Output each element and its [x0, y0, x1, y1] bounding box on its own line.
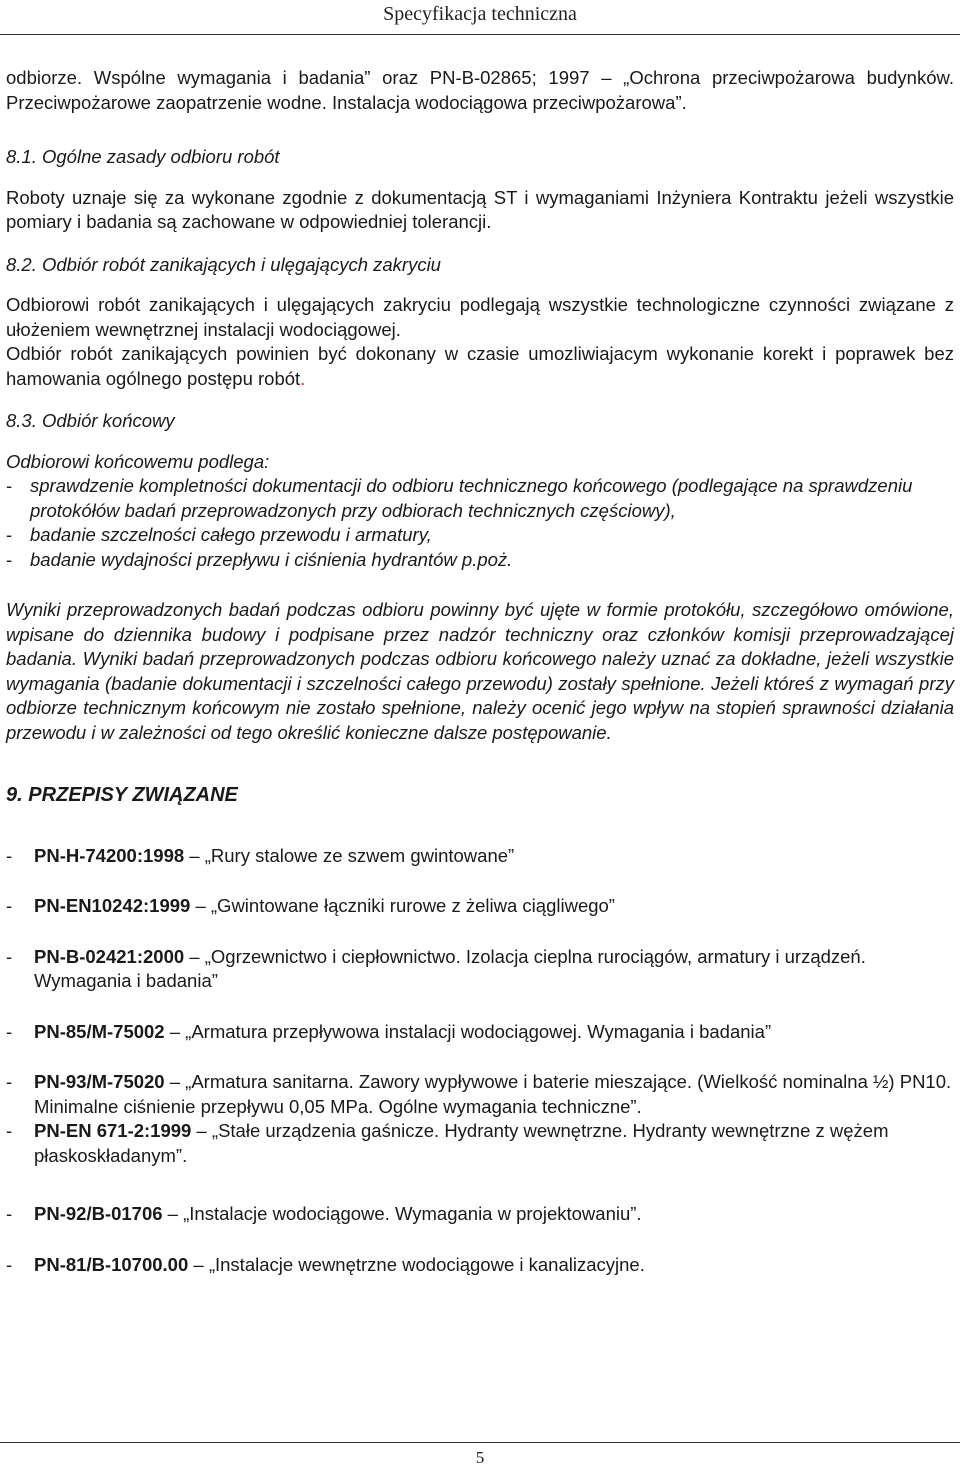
standard-item [6, 844, 954, 869]
standard-code: PN-H-74200:1998 [34, 844, 185, 866]
list-dash: - [6, 1120, 13, 1141]
standard-item [6, 1070, 954, 1119]
list-dash: - [6, 1071, 13, 1092]
page-number: 5 [475, 1448, 485, 1467]
standard-code: PN-85/M-75002 [34, 1020, 165, 1042]
standard-item [6, 1119, 954, 1168]
chapter-9-heading: 9. PRZEPISY ZWIĄZANE [6, 784, 238, 806]
acceptance-checklist [6, 474, 954, 572]
standard-title: – „Stałe urządzenia gaśnicze. Hydranty wewnętrzne. Hydranty wewnętrzne z wężem płaskoskładanym”. [34, 1120, 889, 1166]
standard-item [6, 894, 954, 919]
list-dash: - [6, 524, 13, 545]
standard-title: – „Gwintowane łączniki rurowe z żeliwa ciągliwego” [190, 895, 615, 916]
list-dash: - [6, 945, 13, 967]
list-dash: - [6, 1253, 13, 1275]
section-8-2-paragraph-2-text: Odbiór robót zanikających powinien być dokonany w czasie umozliwiajacym wykonanie korekt i poprawek bez hamowania ogólnego postępu robót [6, 343, 954, 389]
page-content [6, 66, 954, 1303]
list-dash: - [6, 1203, 13, 1224]
standard-code: PN-B-02421:2000 [34, 945, 185, 967]
standard-code: PN-EN10242:1999 [34, 895, 191, 916]
section-8-2-paragraph-2 [6, 342, 954, 391]
section-8-2-paragraph-2-period: . [300, 367, 306, 389]
standard-code: PN-81/B-10700.00 [34, 1253, 189, 1275]
list-dash: - [6, 895, 13, 916]
list-item-text: badanie wydajności przepływu i ciśnienia hydrantów p.poż. [30, 548, 513, 570]
standard-title: – „Armatura sanitarna. Zawory wypływowe i baterie mieszające. (Wielkość nominalna ½) PN10. Minimalne ciśnienie przepływu 0,05 MPa. Ogólne wymagania techniczne”. [34, 1071, 952, 1117]
standard-item [6, 1020, 954, 1045]
intro-paragraph: odbiorze. Wspólne wymagania i badania” oraz PN-B-02865; 1997 – „Ochrona przeciwpożarowa budynków. Przeciwpożarowe zaopatrzenie wodne. Instalacja wodociągowa przeciwpożarowa”. [6, 67, 954, 113]
standard-title: – „Instalacje wewnętrzne wodociągowe i kanalizacyjne. [188, 1253, 645, 1275]
list-item-text: sprawdzenie kompletności dokumentacji do odbioru technicznego końcowego (podlegające na sprawdzeniu protokółów badań przeprowadzonych przy odbiorach technicznych częściowy), [30, 475, 913, 521]
standards-list [6, 844, 954, 1278]
section-8-1-heading: 8.1. Ogólne zasady odbioru robót [6, 146, 280, 167]
list-dash: - [6, 548, 13, 570]
list-dash: - [6, 475, 13, 496]
section-8-3-heading: 8.3. Odbiór końcowy [6, 410, 175, 431]
page-header [0, 0, 960, 32]
section-8-1-body: Roboty uznaje się za wykonane zgodnie z dokumentacją ST i wymaganiami Inżyniera Kontraktu jeżeli wszystkie pomiary i badania są zachowane w odpowiedniej tolerancji. [6, 186, 954, 232]
list-item-text: badanie szczelności całego przewodu i armatury, [30, 524, 432, 545]
standard-title: – „Ogrzewnictwo i ciepłownictwo. Izolacja cieplna rurociągów, armatury i urządzeń. Wymagania i badania” [34, 945, 866, 991]
list-item [6, 523, 954, 548]
section-8-2-heading: 8.2. Odbiór robót zanikających i ulęgających zakryciu [6, 253, 441, 275]
header-divider [0, 34, 960, 35]
standard-code: PN-92/B-01706 [34, 1203, 163, 1224]
section-8-2-paragraph-1: Odbiorowi robót zanikających i ulęgających zakryciu podlegają wszystkie technologiczne czynności związane z ułożeniem wewnętrznej instalacji wodociągowej. [6, 294, 954, 340]
list-item [6, 548, 954, 573]
standard-code: PN-EN 671-2:1999 [34, 1120, 192, 1141]
list-dash: - [6, 1020, 13, 1042]
footer-divider [0, 1442, 960, 1443]
section-8-3-results: Wyniki przeprowadzonych badań podczas odbioru powinny być ujęte w formie protokółu, szczegółowo omówione, wpisane do dziennika budowy i podpisane przez nadzór techniczny oraz członków komisji przeprowadzającej badania. Wyniki badań przeprowadzonych podczas odbioru końcowego należy uznać za dokładne, jeżeli wszystkie wymagania (badanie dokumentacji i szczelności całego przewodu) zostały spełnione. Jeżeli któreś z wymagań przy odbiorze technicznym końcowym nie zostało spełnione, należy ocenić jego wpływ na stopień sprawności działania przewodu i w zależności od tego określić konieczne dalsze postępowanie. [6, 599, 954, 743]
standard-code: PN-93/M-75020 [34, 1071, 165, 1092]
section-8-3-lead: Odbiorowi końcowemu podlega: [6, 450, 270, 472]
list-dash: - [6, 844, 13, 866]
standard-title: – „Rury stalowe ze szwem gwintowane” [184, 844, 515, 866]
standard-item [6, 1253, 954, 1278]
standard-title: – „Instalacje wodociągowe. Wymagania w projektowaniu”. [162, 1203, 642, 1224]
list-item [6, 474, 954, 523]
standard-item [6, 945, 954, 994]
standard-item [6, 1202, 954, 1227]
standard-title: – „Armatura przepływowa instalacji wodociągowej. Wymagania i badania” [164, 1020, 772, 1042]
document-title: Specyfikacja techniczna [383, 3, 577, 25]
